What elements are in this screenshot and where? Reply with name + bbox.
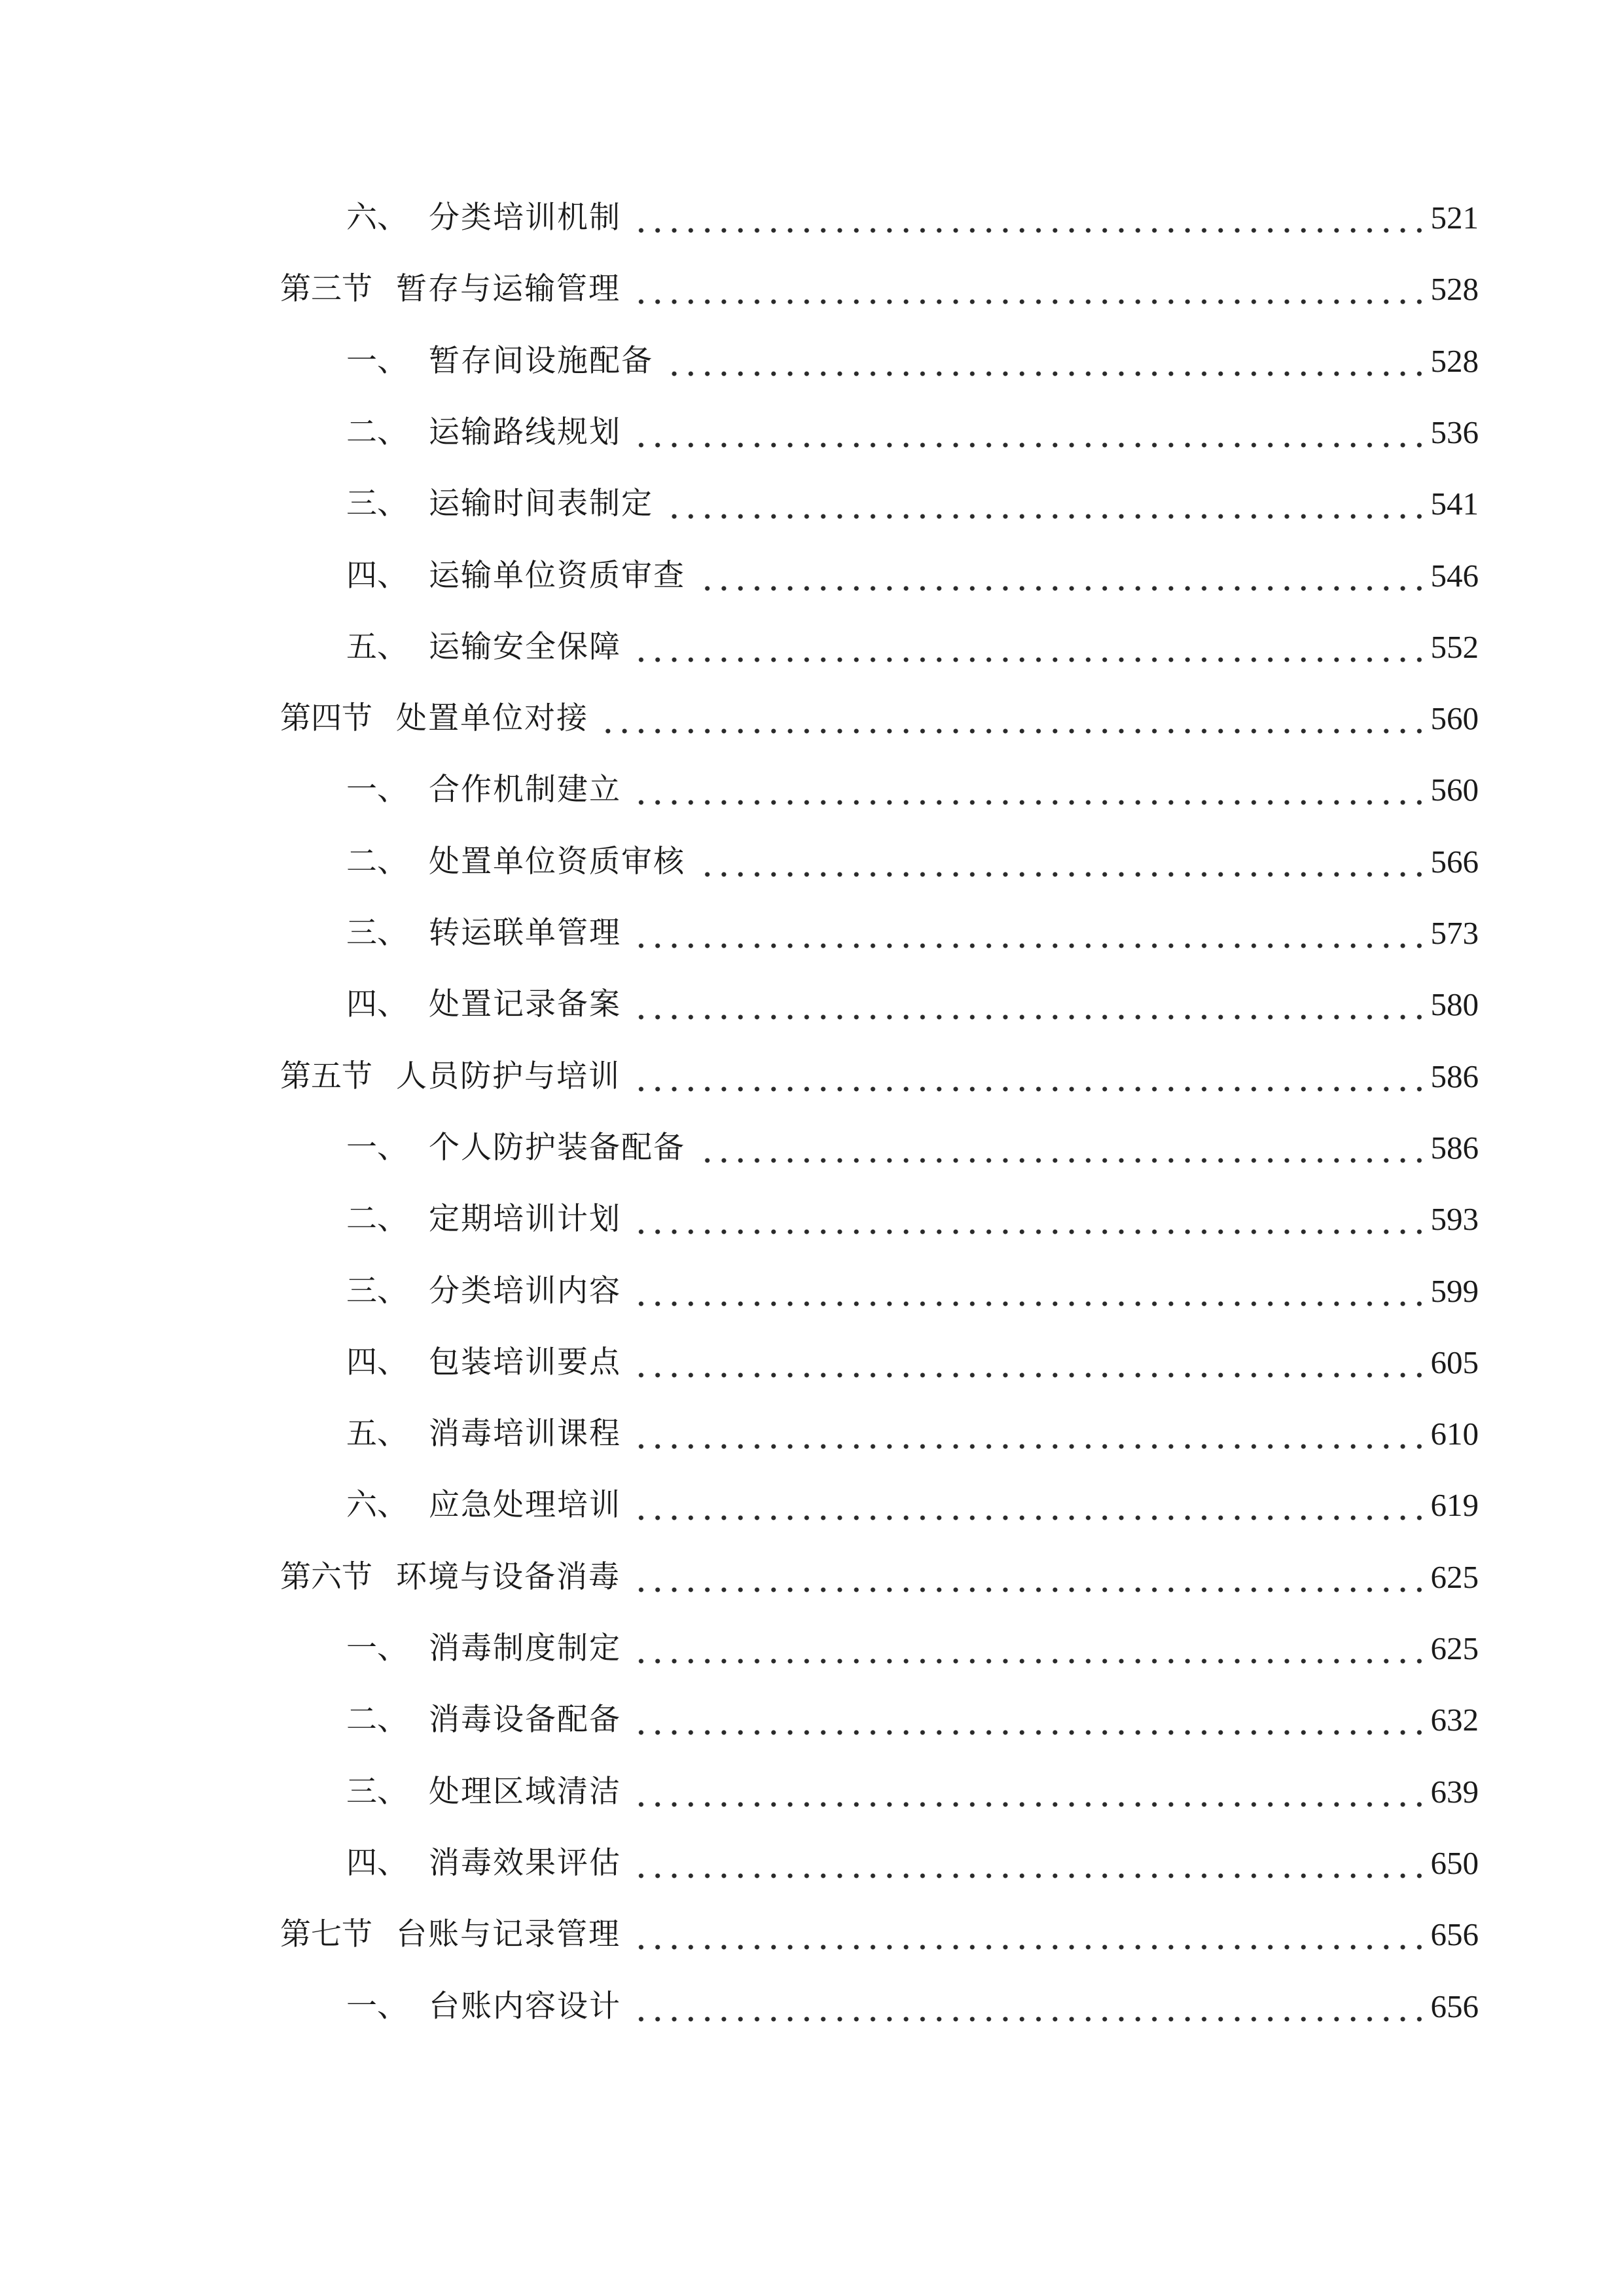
toc-entry-number: 四、 [346,557,408,594]
toc-entry-title: 个人防护装备配备 [429,1129,685,1166]
toc-subsection-entry[interactable] [0,1981,1624,2033]
toc-subsection-entry[interactable] [0,1837,1624,1890]
toc-dot-leader [695,1157,1428,1164]
toc-subsection-entry[interactable] [0,1623,1624,1675]
toc-page-number: 586 [1430,1129,1479,1166]
toc-page-number: 639 [1430,1773,1479,1810]
toc-subsection-entry[interactable] [0,764,1624,816]
toc-dot-leader [630,1515,1428,1521]
toc-page-number: 521 [1430,200,1479,236]
toc-dot-leader [630,942,1428,949]
toc-section-entry[interactable] [0,263,1624,315]
toc-page-number: 546 [1430,557,1479,594]
toc-dot-leader [630,656,1428,663]
toc-dot-leader [695,871,1428,878]
toc-page-number: 610 [1430,1416,1479,1452]
toc-dot-leader [630,227,1428,234]
toc-entry-title: 运输时间表制定 [429,486,653,522]
toc-subsection-entry[interactable] [0,836,1624,888]
toc-subsection-entry[interactable] [0,406,1624,459]
toc-entry-number: 三、 [346,486,408,522]
toc-page-number: 605 [1430,1344,1479,1380]
toc-entry-number: 二、 [346,1702,408,1738]
toc-entry-title: 分类培训机制 [429,200,621,236]
toc-entry-number: 六、 [346,1487,408,1524]
toc-dot-leader [630,1443,1428,1450]
toc-subsection-entry[interactable] [0,907,1624,960]
toc-section-entry[interactable] [0,1050,1624,1103]
toc-dot-leader [630,1229,1428,1235]
toc-page-number: 560 [1430,700,1479,737]
toc-page-number: 560 [1430,772,1479,808]
toc-entry-title: 合作机制建立 [429,772,621,808]
toc-dot-leader [662,370,1428,377]
toc-page-number: 625 [1430,1558,1479,1595]
toc-entry-title: 运输路线规划 [429,414,621,450]
toc-page-number: 619 [1430,1487,1479,1524]
toc-section-label: 第六节 [280,1558,372,1595]
toc-dot-leader [630,1729,1428,1736]
toc-subsection-entry[interactable] [0,1479,1624,1532]
toc-page-number: 586 [1430,1058,1479,1094]
toc-page-number: 528 [1430,271,1479,308]
toc-entry-title: 分类培训内容 [429,1272,621,1309]
toc-subsection-entry[interactable] [0,335,1624,387]
toc-entry-title: 消毒设备配备 [429,1702,621,1738]
toc-dot-leader [630,1014,1428,1020]
toc-entry-number: 三、 [346,915,408,951]
toc-entry-title: 消毒培训课程 [429,1416,621,1452]
toc-entry-title: 应急处理培训 [429,1487,621,1524]
toc-dot-leader [662,513,1428,520]
toc-entry-number: 四、 [346,1344,408,1380]
toc-dot-leader [598,728,1428,734]
toc-entry-number: 二、 [346,414,408,450]
toc-section-entry[interactable] [0,1551,1624,1604]
toc-page-number: 650 [1430,1844,1479,1881]
toc-entry-title: 定期培训计划 [429,1201,621,1238]
toc-subsection-entry[interactable] [0,550,1624,602]
toc-page-number: 541 [1430,486,1479,522]
toc-entry-title: 台账与记录管理 [396,1916,621,1953]
toc-entry-number: 四、 [346,986,408,1023]
toc-section-label: 第四节 [280,700,372,737]
toc-subsection-entry[interactable] [0,1408,1624,1460]
toc-entry-number: 三、 [346,1272,408,1309]
toc-dot-leader [630,298,1428,305]
toc-subsection-entry[interactable] [0,978,1624,1031]
toc-page-number: 656 [1430,1988,1479,2024]
toc-section-entry[interactable] [0,692,1624,745]
toc-dot-leader [630,442,1428,448]
toc-subsection-entry[interactable] [0,192,1624,244]
toc-dot-leader [630,1873,1428,1879]
toc-subsection-entry[interactable] [0,1766,1624,1818]
toc-page-number: 632 [1430,1702,1479,1738]
toc-entry-title: 台账内容设计 [429,1988,621,2024]
toc-subsection-entry[interactable] [0,478,1624,530]
toc-entry-number: 一、 [346,772,408,808]
toc-dot-leader [630,1944,1428,1950]
toc-subsection-entry[interactable] [0,1694,1624,1746]
toc-dot-leader [630,1658,1428,1664]
toc-subsection-entry[interactable] [0,1193,1624,1246]
toc-entry-title: 处置单位对接 [396,700,588,737]
toc-entry-title: 暂存间设施配备 [429,342,653,379]
toc-page-number: 656 [1430,1916,1479,1953]
toc-dot-leader [630,1086,1428,1092]
toc-page-number: 599 [1430,1272,1479,1309]
toc-page-number: 580 [1430,986,1479,1023]
toc-subsection-entry[interactable] [0,621,1624,673]
toc-page-number: 536 [1430,414,1479,450]
toc-entry-number: 一、 [346,1988,408,2024]
toc-entry-title: 暂存与运输管理 [396,271,621,308]
toc-page-number: 528 [1430,342,1479,379]
toc-entry-title: 运输安全保障 [429,628,621,665]
toc-entry-number: 五、 [346,628,408,665]
toc-entry-number: 一、 [346,1630,408,1666]
toc-entry-number: 一、 [346,342,408,379]
toc-page-number: 625 [1430,1630,1479,1666]
toc-entry-number: 五、 [346,1416,408,1452]
toc-section-label: 第七节 [280,1916,372,1953]
toc-page-number: 593 [1430,1201,1479,1238]
toc-entry-number: 四、 [346,1844,408,1881]
toc-entry-title: 运输单位资质审查 [429,557,685,594]
toc-section-entry[interactable] [0,1909,1624,1961]
toc-dot-leader [630,799,1428,806]
toc-subsection-entry[interactable] [0,1265,1624,1318]
toc-entry-number: 二、 [346,843,408,880]
toc-entry-title: 消毒制度制定 [429,1630,621,1666]
toc-entry-number: 一、 [346,1129,408,1166]
toc-entry-title: 转运联单管理 [429,915,621,951]
toc-dot-leader [630,1801,1428,1808]
toc-subsection-entry[interactable] [0,1336,1624,1389]
toc-entry-title: 处置单位资质审核 [429,843,685,880]
toc-dot-leader [630,2016,1428,2022]
toc-entry-number: 三、 [346,1773,408,1810]
toc-entry-number: 六、 [346,200,408,236]
toc-entry-title: 消毒效果评估 [429,1844,621,1881]
toc-dot-leader [630,1300,1428,1307]
toc-entry-number: 二、 [346,1201,408,1238]
toc-section-label: 第五节 [280,1058,372,1094]
toc-page-number: 552 [1430,628,1479,665]
toc-entry-title: 人员防护与培训 [396,1058,621,1094]
toc-page-number: 566 [1430,843,1479,880]
toc-entry-title: 包装培训要点 [429,1344,621,1380]
toc-entry-title: 处置记录备案 [429,986,621,1023]
toc-entry-title: 处理区域清洁 [429,1773,621,1810]
toc-dot-leader [695,585,1428,592]
toc-section-label: 第三节 [280,271,372,308]
toc-subsection-entry[interactable] [0,1122,1624,1174]
toc-entry-title: 环境与设备消毒 [396,1558,621,1595]
toc-page-number: 573 [1430,915,1479,951]
toc-dot-leader [630,1587,1428,1593]
toc-dot-leader [630,1372,1428,1378]
